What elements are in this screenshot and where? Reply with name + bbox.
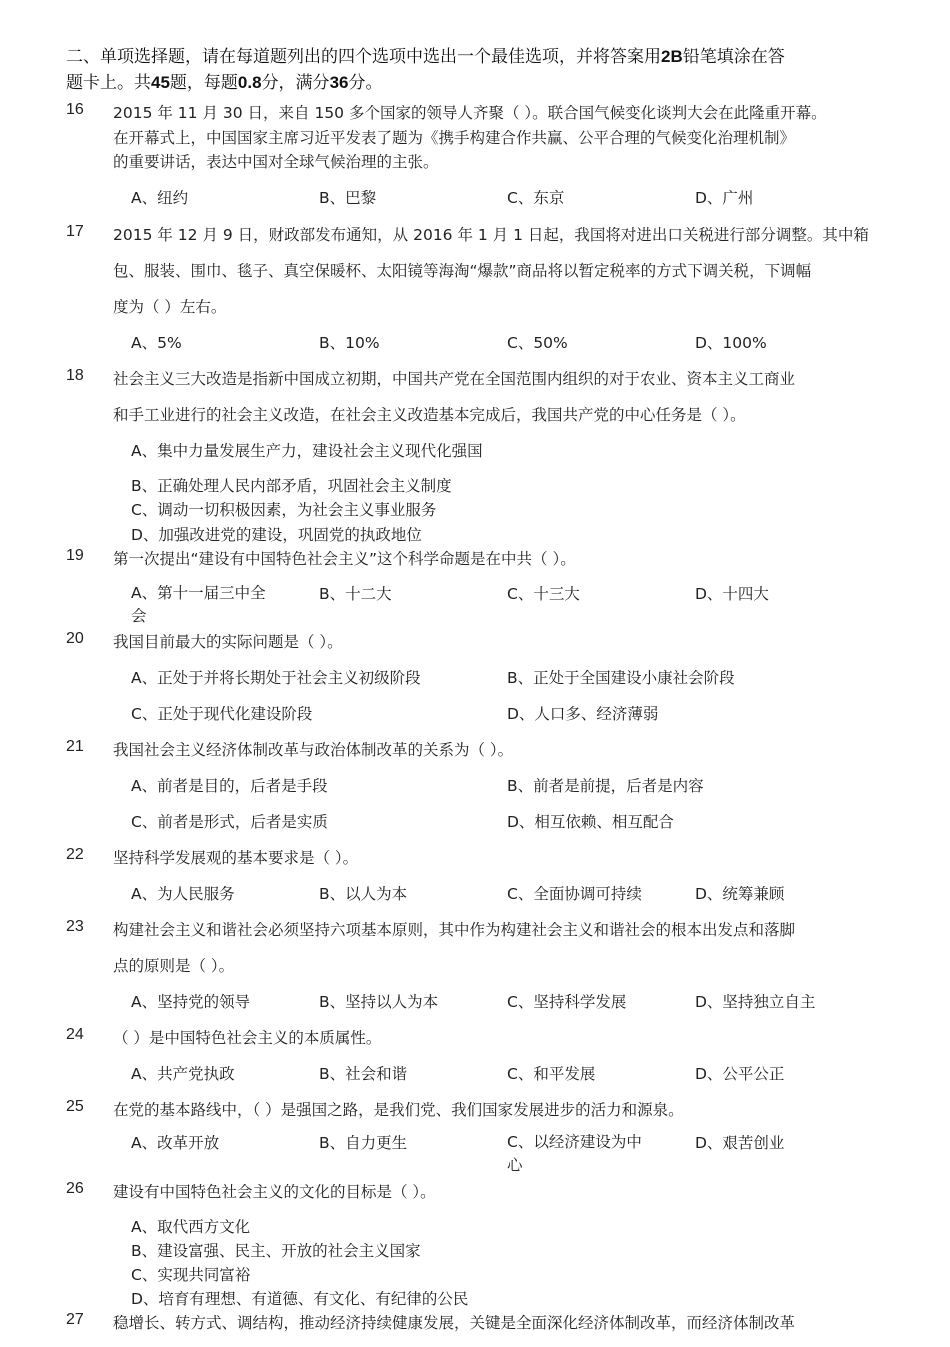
option-b: B、自力更生 — [319, 1134, 408, 1152]
question-text: 我国目前最大的实际问题是（ ）。 — [113, 633, 343, 651]
option-d: D、统筹兼顾 — [695, 885, 785, 903]
question-number: 19 — [66, 547, 84, 564]
option-d: D、加强改进党的建设，巩固党的执政地位 — [131, 526, 422, 544]
question-number: 27 — [66, 1311, 84, 1328]
question-number: 24 — [66, 1026, 84, 1043]
question-text: 第一次提出“建设有中国特色社会主义”这个科学命题是在中共（ ）。 — [113, 550, 576, 568]
option-b: B、10% — [319, 334, 380, 352]
option-a: A、取代西方文化 — [131, 1218, 251, 1236]
option-d: D、100% — [695, 334, 767, 352]
question-number: 18 — [66, 367, 84, 384]
option-d: D、艰苦创业 — [695, 1134, 785, 1152]
option-a: A、集中力量发展生产力，建设社会主义现代化强国 — [131, 442, 483, 460]
option-b: B、社会和谐 — [319, 1065, 408, 1083]
option-a: A、纽约 — [131, 189, 189, 207]
option-c: C、实现共同富裕 — [131, 1266, 251, 1284]
question-number: 25 — [66, 1098, 84, 1115]
option-a: A、共产党执政 — [131, 1065, 235, 1083]
question-number: 16 — [66, 101, 84, 118]
option-c: C、调动一切积极因素，为社会主义事业服务 — [131, 501, 437, 519]
option-d: D、培育有理想、有道德、有文化、有纪律的公民 — [131, 1290, 469, 1308]
question-text: 构建社会主义和谐社会必须坚持六项基本原则，其中作为构建社会主义和谐社会的根本出发点和落脚 — [113, 921, 796, 939]
question-text: 坚持科学发展观的基本要求是（ ）。 — [113, 849, 359, 867]
option-b: B、巴黎 — [319, 189, 377, 207]
question-text: （ ）是中国特色社会主义的本质属性。 — [113, 1029, 382, 1047]
question-text: 建设有中国特色社会主义的文化的目标是（ ）。 — [113, 1183, 436, 1201]
option-c: C、坚持科学发展 — [507, 993, 627, 1011]
option-c: C、以经济建设为中心 — [507, 1133, 642, 1174]
question-text: 社会主义三大改造是指新中国成立初期，中国共产党在全国范围内组织的对于农业、资本主义工商业 — [113, 370, 796, 388]
option-a: A、正处于并将长期处于社会主义初级阶段 — [131, 669, 421, 687]
option-d: D、广州 — [695, 189, 754, 207]
question-text: 包、服装、围巾、毯子、真空保暖杯、太阳镜等海淘“爆款”商品将以暂定税率的方式下调关税，下调幅 — [113, 262, 812, 280]
option-c: C、东京 — [507, 189, 565, 207]
option-a: A、为人民服务 — [131, 885, 235, 903]
option-a: A、5% — [131, 334, 182, 352]
question-text: 2015 年 12 月 9 日，财政部发布通知，从 2016 年 1 月 1 日起，我国将对进出口关税进行部分调整。其中箱 — [113, 226, 869, 244]
option-a: A、改革开放 — [131, 1134, 220, 1152]
option-b: B、十二大 — [319, 585, 392, 603]
question-number: 21 — [66, 738, 84, 755]
question-text: 的重要讲话，表达中国对全球气候治理的主张。 — [113, 153, 439, 171]
question-text: 在开幕式上，中国国家主席习近平发表了题为《携手构建合作共赢、公平合理的气候变化治理机制》 — [113, 129, 796, 147]
section-header — [66, 44, 906, 96]
question-text: 在党的基本路线中，（ ）是强国之路，是我们党、我们国家发展进步的活力和源泉。 — [113, 1101, 684, 1119]
question-text: 和手工业进行的社会主义改造，在社会主义改造基本完成后，我国共产党的中心任务是（ ）。 — [113, 406, 746, 424]
question-text: 稳增长、转方式、调结构，推动经济持续健康发展，关键是全面深化经济体制改革，而经济体制改革 — [113, 1314, 796, 1332]
option-d: D、相互依赖、相互配合 — [507, 813, 674, 831]
question-text: 我国社会主义经济体制改革与政治体制改革的关系为（ ）。 — [113, 741, 514, 759]
option-b: B、正确处理人民内部矛盾，巩固社会主义制度 — [131, 477, 452, 495]
option-b: B、建设富强、民主、开放的社会主义国家 — [131, 1242, 421, 1260]
question-number: 26 — [66, 1180, 84, 1197]
option-c: C、全面协调可持续 — [507, 885, 642, 903]
option-d: D、十四大 — [695, 585, 769, 603]
option-a: A、前者是目的，后者是手段 — [131, 777, 328, 795]
question-text: 点的原则是（ ）。 — [113, 957, 235, 975]
option-a: A、第十一届三中全会 — [131, 584, 266, 625]
question-number: 22 — [66, 846, 84, 863]
option-c: C、和平发展 — [507, 1065, 596, 1083]
header-line-1: 二、单项选择题，请在每道题列出的四个选项中选出一个最佳选项，并将答案用2B铅笔填涂在答 — [66, 47, 785, 67]
option-b: B、以人为本 — [319, 885, 408, 903]
option-c: C、前者是形式，后者是实质 — [131, 813, 328, 831]
option-c: C、正处于现代化建设阶段 — [131, 705, 313, 723]
option-a: A、坚持党的领导 — [131, 993, 251, 1011]
option-d: D、人口多、经济薄弱 — [507, 705, 659, 723]
option-b: B、正处于全国建设小康社会阶段 — [507, 669, 735, 687]
option-b: B、前者是前提，后者是内容 — [507, 777, 704, 795]
question-text: 度为（ ）左右。 — [113, 298, 227, 316]
option-d: D、坚持独立自主 — [695, 993, 816, 1011]
option-c: C、50% — [507, 334, 568, 352]
question-number: 23 — [66, 918, 84, 935]
question-number: 17 — [66, 223, 84, 240]
question-number: 20 — [66, 630, 84, 647]
option-d: D、公平公正 — [695, 1065, 785, 1083]
option-b: B、坚持以人为本 — [319, 993, 439, 1011]
header-line-2: 题卡上。共45题，每题0.8分，满分36分。 — [66, 73, 383, 93]
option-c: C、十三大 — [507, 585, 580, 603]
question-text: 2015 年 11 月 30 日，来自 150 多个国家的领导人齐聚（ ）。联合国气候变化谈判大会在此隆重开幕。 — [113, 104, 827, 122]
